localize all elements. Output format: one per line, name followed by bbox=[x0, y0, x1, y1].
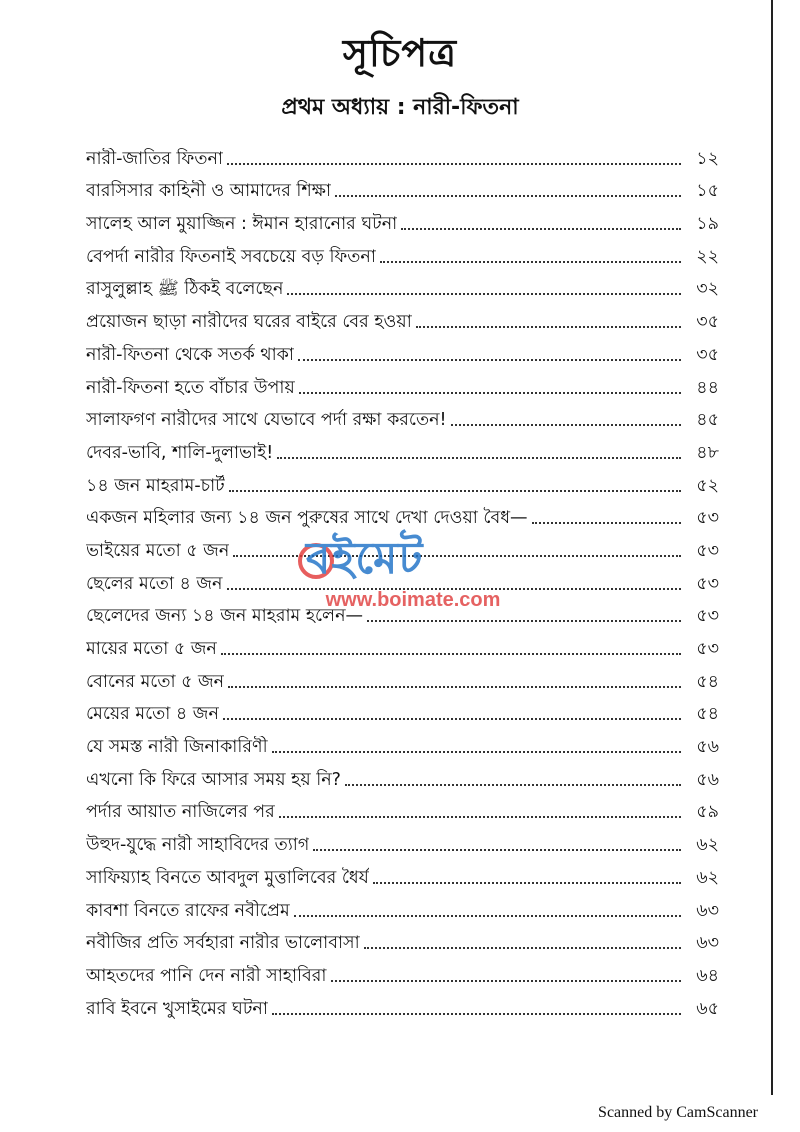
toc-entry-page: ৫২ bbox=[696, 475, 719, 496]
toc-entry-label: উহুদ-যুদ্ধে নারী সাহাবিদের ত্যাগ bbox=[86, 835, 310, 856]
toc-dot-leader bbox=[294, 915, 681, 917]
toc-entry-label: নবীজির প্রতি সর্বহারা নারীর ভালোবাসা bbox=[86, 933, 360, 954]
toc-entry-page: ৬৩ bbox=[696, 933, 719, 954]
toc-dot-leader bbox=[373, 882, 681, 884]
toc-dot-leader bbox=[416, 326, 681, 328]
toc-dot-leader bbox=[233, 555, 681, 557]
toc-entry bbox=[86, 922, 719, 955]
toc-dot-leader bbox=[313, 849, 681, 851]
toc-entry bbox=[86, 856, 719, 889]
toc-entry-page: ৫৩ bbox=[696, 573, 719, 594]
toc-dot-leader bbox=[532, 522, 681, 524]
toc-dot-leader bbox=[228, 686, 681, 688]
toc-entry bbox=[86, 725, 719, 758]
toc-entry-page: ৩২ bbox=[696, 279, 719, 300]
toc-entry-label: রাসুলুল্লাহ ﷺ ঠিকই বলেছেন bbox=[86, 279, 284, 300]
toc-entry-page: ৬৩ bbox=[696, 900, 719, 921]
toc-entry-page: ১২ bbox=[696, 148, 719, 169]
toc-entry-page: ৫৬ bbox=[696, 737, 719, 758]
toc-dot-leader bbox=[279, 816, 681, 818]
toc-entry bbox=[86, 889, 719, 922]
watermark-url: www.boimate.com bbox=[325, 589, 501, 611]
toc-entry bbox=[86, 137, 719, 170]
toc-entry-label: এখনো কি ফিরে আসার সময় হয় নি? bbox=[86, 769, 341, 790]
chapter-heading: প্রথম অধ্যায় : নারী-ফিতনা bbox=[281, 95, 519, 120]
toc-dot-leader bbox=[272, 1013, 681, 1015]
toc-entry-page: ৬২ bbox=[696, 867, 719, 888]
toc-entry bbox=[86, 595, 719, 628]
toc-entry bbox=[86, 954, 719, 987]
scanner-note: Scanned by CamScanner bbox=[598, 1104, 758, 1121]
toc-entry-label: মেয়ের মতো ৪ জন bbox=[86, 704, 219, 725]
toc-dot-leader bbox=[451, 424, 681, 426]
toc-entry-page: ৫৪ bbox=[696, 671, 719, 692]
toc-entry-page: ১৫ bbox=[696, 181, 719, 202]
toc-entry bbox=[86, 235, 719, 268]
toc-dot-leader bbox=[229, 490, 681, 492]
toc-entry bbox=[86, 987, 719, 1020]
toc-dot-leader bbox=[380, 261, 681, 263]
toc-entry bbox=[86, 562, 719, 595]
toc-dot-leader bbox=[335, 195, 681, 197]
toc-entry bbox=[86, 693, 719, 726]
toc-dot-leader bbox=[364, 947, 681, 949]
toc-dot-leader bbox=[401, 228, 681, 230]
toc-entry-page: ৪৪ bbox=[696, 377, 719, 398]
toc-entry-page: ৬২ bbox=[696, 835, 719, 856]
toc-entry-label: কাবশা বিনতে রাফের নবীপ্রেম bbox=[86, 900, 290, 921]
toc-entry-page: ৩৫ bbox=[696, 344, 719, 365]
toc-entry bbox=[86, 497, 719, 530]
toc-entry-label: যে সমস্ত নারী জিনাকারিণী bbox=[86, 737, 268, 758]
toc-entry-label: নারী-জাতির ফিতনা bbox=[86, 148, 223, 169]
toc-dot-leader bbox=[367, 620, 681, 622]
watermark-logo: বইমেট bbox=[306, 533, 424, 584]
toc-dot-leader bbox=[227, 588, 681, 590]
toc-entry-page: ৬৫ bbox=[696, 998, 719, 1019]
toc-dot-leader bbox=[272, 751, 681, 753]
toc-entry-label: সালাফগণ নারীদের সাথে যেভাবে পর্দা রক্ষা করতেন! bbox=[86, 410, 447, 431]
toc-entry bbox=[86, 202, 719, 235]
toc-dot-leader bbox=[298, 359, 681, 361]
page-edge-line bbox=[771, 0, 773, 1095]
toc-entry-label: প্রয়োজন ছাড়া নারীদের ঘরের বাইরে বের হওয়া bbox=[86, 312, 412, 333]
toc-title: সূচিপত্র bbox=[342, 31, 458, 75]
toc-dot-leader bbox=[287, 293, 681, 295]
toc-dot-leader bbox=[277, 457, 681, 459]
toc-dot-leader bbox=[223, 718, 681, 720]
toc-entry-label: বোনের মতো ৫ জন bbox=[86, 671, 225, 692]
toc-entry-label: একজন মহিলার জন্য ১৪ জন পুরুষের সাথে দেখা দেওয়া বৈধ— bbox=[86, 508, 528, 529]
toc-entry-page: ৫৬ bbox=[696, 769, 719, 790]
toc-entry-page: ৫৪ bbox=[696, 704, 719, 725]
toc-entry-page: ৫৩ bbox=[696, 606, 719, 627]
toc-list bbox=[86, 137, 719, 1020]
toc-entry bbox=[86, 366, 719, 399]
toc-entry-page: ৫৯ bbox=[696, 802, 719, 823]
toc-entry-page: ৫৩ bbox=[696, 508, 719, 529]
toc-entry-page: ৪৫ bbox=[696, 410, 719, 431]
toc-entry-label: বারসিসার কাহিনী ও আমাদের শিক্ষা bbox=[86, 181, 332, 202]
toc-entry-page: ৫৩ bbox=[696, 540, 719, 561]
toc-dot-leader bbox=[331, 980, 682, 982]
toc-entry-page: ২২ bbox=[696, 246, 719, 267]
toc-entry-page: ৪৮ bbox=[696, 442, 719, 463]
toc-entry bbox=[86, 627, 719, 660]
toc-dot-leader bbox=[227, 163, 681, 165]
toc-entry-label: মায়ের মতো ৫ জন bbox=[86, 639, 217, 659]
toc-entry-label: দেবর-ভাবি, শালি-দুলাভাই! bbox=[86, 442, 274, 463]
toc-dot-leader bbox=[221, 653, 681, 655]
toc-entry-label: বেপর্দা নারীর ফিতনাই সবচেয়ে বড় ফিতনা bbox=[86, 246, 376, 267]
toc-entry-label: রাবি ইবনে খুসাইমের ঘটনা bbox=[86, 998, 268, 1019]
toc-entry bbox=[86, 758, 719, 791]
toc-entry-label: সাফিয়্যাহ বিনতে আবদুল মুত্তালিবের ধৈর্য bbox=[86, 867, 369, 888]
toc-entry bbox=[86, 333, 719, 366]
toc-entry-page: ১৯ bbox=[696, 214, 719, 235]
toc-entry-label: ছেলের মতো ৪ জন bbox=[86, 573, 223, 594]
toc-entry-label: নারী-ফিতনা থেকে সতর্ক থাকা bbox=[86, 344, 294, 365]
toc-entry bbox=[86, 660, 719, 693]
toc-entry-label: ভাইয়ের মতো ৫ জন bbox=[86, 540, 230, 561]
toc-entry bbox=[86, 170, 719, 203]
toc-entry bbox=[86, 791, 719, 824]
toc-entry bbox=[86, 464, 719, 497]
toc-entry-label: ১৪ জন মাহরাম-চার্ট bbox=[86, 475, 225, 496]
toc-entry bbox=[86, 268, 719, 301]
toc-entry bbox=[86, 529, 719, 562]
toc-dot-leader bbox=[345, 784, 681, 786]
toc-entry-label: সালেহ আল মুয়াজ্জিন : ঈমান হারানোর ঘটনা bbox=[86, 214, 398, 235]
toc-dot-leader bbox=[299, 392, 681, 394]
toc-entry-page: ৩৫ bbox=[696, 312, 719, 333]
toc-entry-label: নারী-ফিতনা হতে বাঁচার উপায় bbox=[86, 377, 295, 398]
toc-entry-label: ছেলেদের জন্য ১৪ জন মাহরাম হলেন— bbox=[86, 606, 364, 627]
toc-entry bbox=[86, 300, 719, 333]
toc-entry bbox=[86, 431, 719, 464]
toc-entry-page: ৫৩ bbox=[696, 639, 719, 659]
toc-entry-page: ৬৪ bbox=[696, 965, 719, 986]
toc-entry-label: আহতদের পানি দেন নারী সাহাবিরা bbox=[86, 965, 327, 986]
toc-entry-label: পর্দার আয়াত নাজিলের পর bbox=[86, 802, 275, 823]
toc-entry bbox=[86, 823, 719, 856]
toc-entry bbox=[86, 399, 719, 432]
